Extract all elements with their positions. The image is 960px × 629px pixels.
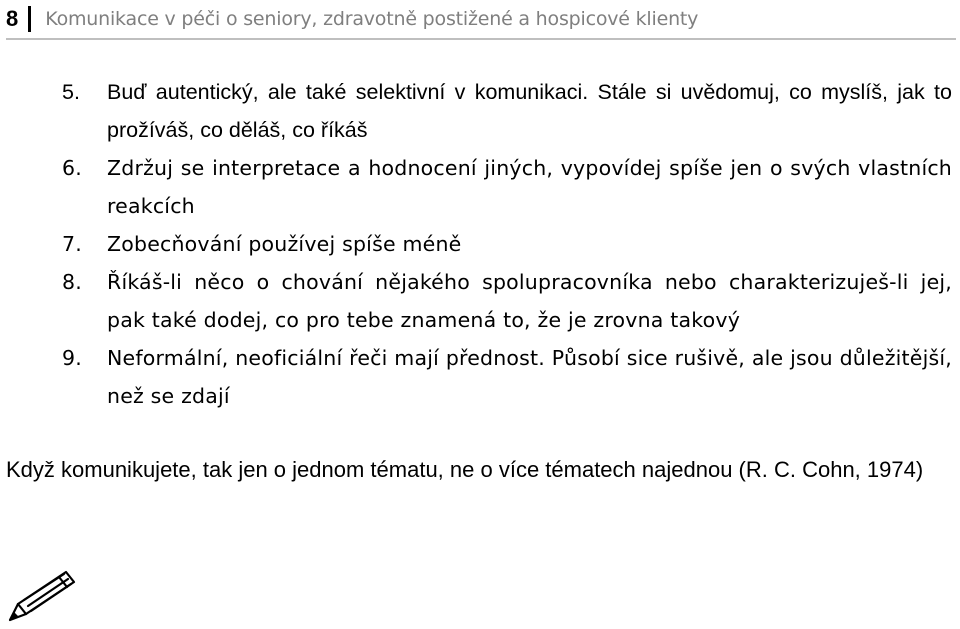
- list-item-number: 6.: [62, 156, 82, 180]
- list-item: [0, 339, 960, 415]
- list-item-number: 9.: [62, 346, 82, 370]
- running-title: Komunikace v péči o seniory, zdravotně postižené a hospicové klienty: [45, 8, 699, 30]
- page-number: 8: [6, 6, 31, 32]
- list-item: [0, 73, 960, 149]
- list-item-number: 7.: [62, 232, 82, 256]
- closing-quote: Když komunikujete, tak jen o jednom tématu, ne o více tématech najednou (R. C. Cohn, 1974): [6, 457, 924, 482]
- list-item: [0, 263, 960, 339]
- list-item-text: Zdržuj se interpretace a hodnocení jiných, vypovídej spíše jen o svých vlastních reakcích: [107, 156, 952, 218]
- page-header: [6, 0, 956, 40]
- list-item-number: 5.: [62, 80, 80, 104]
- list-item: [0, 225, 960, 263]
- rules-list: [0, 73, 960, 415]
- list-item-number: 8.: [62, 270, 82, 294]
- list-item-text: Buď autentický, ale také selektivní v komunikaci. Stále si uvědomuj, co myslíš, jak to prožíváš, co děláš, co říkáš: [107, 80, 952, 142]
- list-item-text: Neformální, neoficiální řeči mají přednost. Působí sice rušivě, ale jsou důležitější, než se zdají: [107, 346, 952, 408]
- list-item-text: Říkáš-li něco o chování nějakého spolupracovníka nebo charakterizuješ-li jej, pak také dodej, co pro tebe znamená to, že je zrovna takový: [107, 270, 952, 332]
- list-item-text: Zobecňování používej spíše méně: [107, 232, 462, 256]
- pencil-icon: [4, 566, 78, 626]
- list-item: [0, 149, 960, 225]
